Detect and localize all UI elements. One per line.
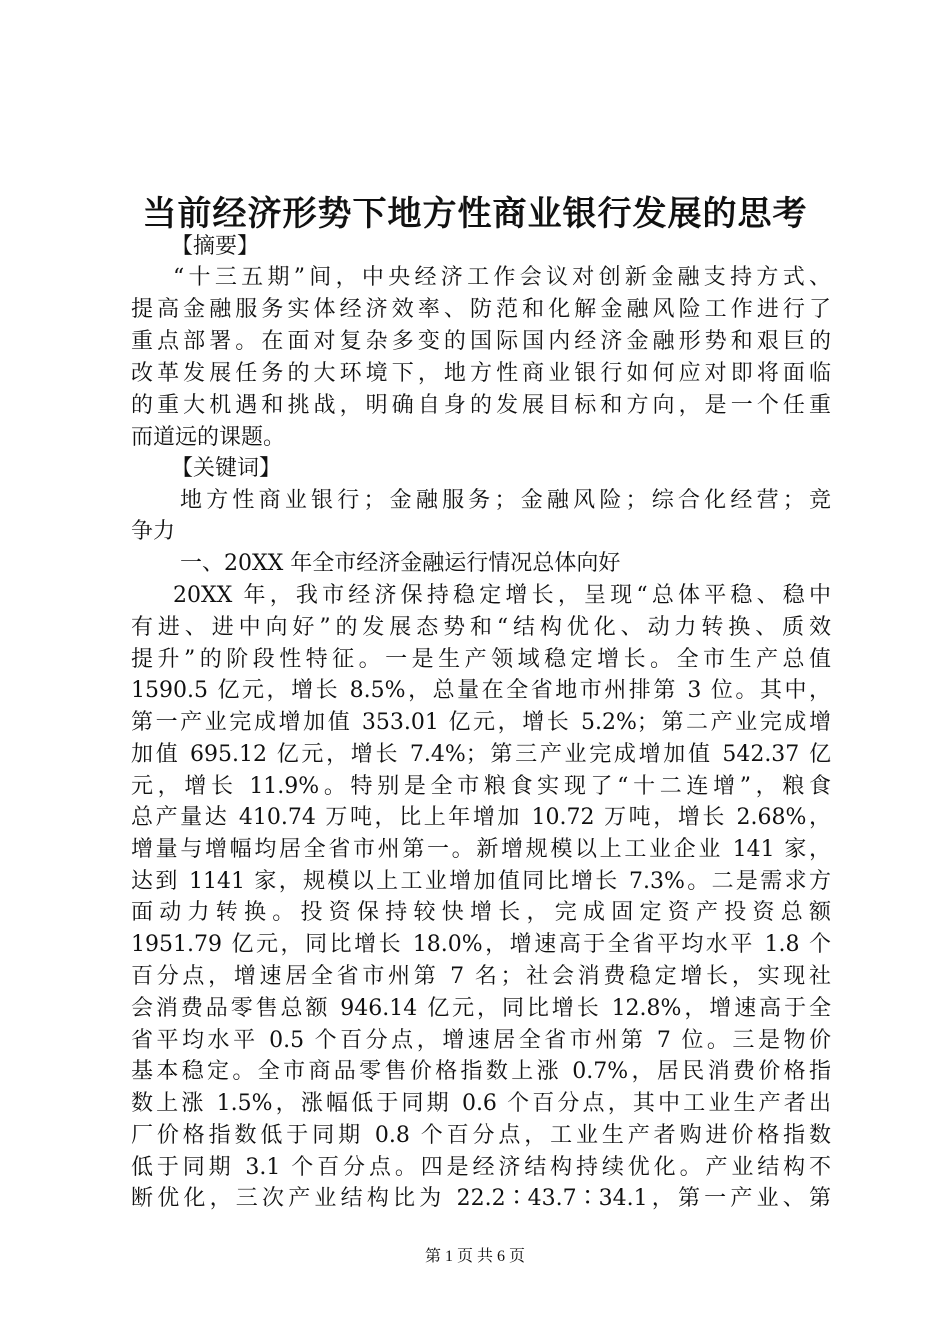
keywords-heading: 【关键词】	[171, 456, 282, 481]
body-line: 元，增长 11.9%。特别是全市粮食实现了“十二连增”，粮食	[131, 774, 831, 799]
abstract-heading: 【摘要】	[171, 234, 260, 259]
abstract-line: 提高金融服务实体经济效率、防范和化解金融风险工作进行了	[131, 297, 831, 322]
page-footer: 第 1 页 共 6 页	[424, 1248, 525, 1265]
body-line: 加值 695.12 亿元，增长 7.4%；第三产业完成增加值 542.37 亿	[131, 742, 831, 767]
body-line: 省平均水平 0.5 个百分点，增速居全省市州第 7 位。三是物价	[131, 1028, 831, 1053]
body-line: 基本稳定。全市商品零售价格指数上涨 0.7%，居民消费价格指	[131, 1059, 831, 1084]
body-line: 百分点，增速居全省市州第 7 名；社会消费稳定增长，实现社	[131, 964, 831, 989]
body-line: 总产量达 410.74 万吨，比上年增加 10.72 万吨，增长 2.68%，	[131, 805, 831, 830]
section-heading: 一、20XX 年全市经济金融运行情况总体向好	[180, 551, 621, 576]
body-line: 厂价格指数低于同期 0.8 个百分点，工业生产者购进价格指数	[131, 1123, 831, 1148]
body-line: 达到 1141 家，规模以上工业增加值同比增长 7.3%。二是需求方	[131, 869, 831, 894]
abstract-line: 而道远的课题。	[131, 425, 286, 450]
abstract-line: 的重大机遇和挑战，明确自身的发展目标和方向，是一个任重	[131, 393, 831, 418]
body-line: 面动力转换。投资保持较快增长，完成固定资产投资总额	[131, 900, 831, 925]
body-line: 增量与增幅均居全省市州第一。新增规模以上工业企业 141 家，	[131, 837, 831, 862]
abstract-line: 改革发展任务的大环境下，地方性商业银行如何应对即将面临	[131, 361, 831, 386]
keywords-line: 争力	[131, 519, 176, 544]
document-title: 当前经济形势下地方性商业银行发展的思考	[142, 194, 808, 234]
body-line: 数上涨 1.5%，涨幅低于同期 0.6 个百分点，其中工业生产者出	[131, 1091, 831, 1116]
body-line: 有进、进中向好”的发展态势和“结构优化、动力转换、质效	[131, 615, 831, 640]
body-line: 会消费品零售总额 946.14 亿元，同比增长 12.8%，增速高于全	[131, 996, 831, 1021]
body-line: 20XX 年，我市经济保持稳定增长，呈现“总体平稳、稳中	[173, 583, 831, 608]
body-line: 第一产业完成增加值 353.01 亿元，增长 5.2%；第二产业完成增	[131, 710, 831, 735]
body-line: 1951.79 亿元，同比增长 18.0%，增速高于全省平均水平 1.8 个	[131, 932, 831, 957]
abstract-line: “十三五期”间，中央经济工作会议对创新金融支持方式、	[173, 265, 831, 290]
body-line: 低于同期 3.1 个百分点。四是经济结构持续优化。产业结构不	[131, 1155, 831, 1180]
body-line: 断优化，三次产业结构比为 22.2∶43.7∶34.1，第一产业、第	[131, 1186, 831, 1211]
body-line: 提升”的阶段性特征。一是生产领域稳定增长。全市生产总值	[131, 647, 831, 672]
body-line: 1590.5 亿元，增长 8.5%，总量在全省地市州排第 3 位。其中，	[131, 678, 831, 703]
keywords-line: 地方性商业银行；金融服务；金融风险；综合化经营；竞	[180, 488, 831, 513]
abstract-line: 重点部署。在面对复杂多变的国际国内经济金融形势和艰巨的	[131, 329, 831, 354]
